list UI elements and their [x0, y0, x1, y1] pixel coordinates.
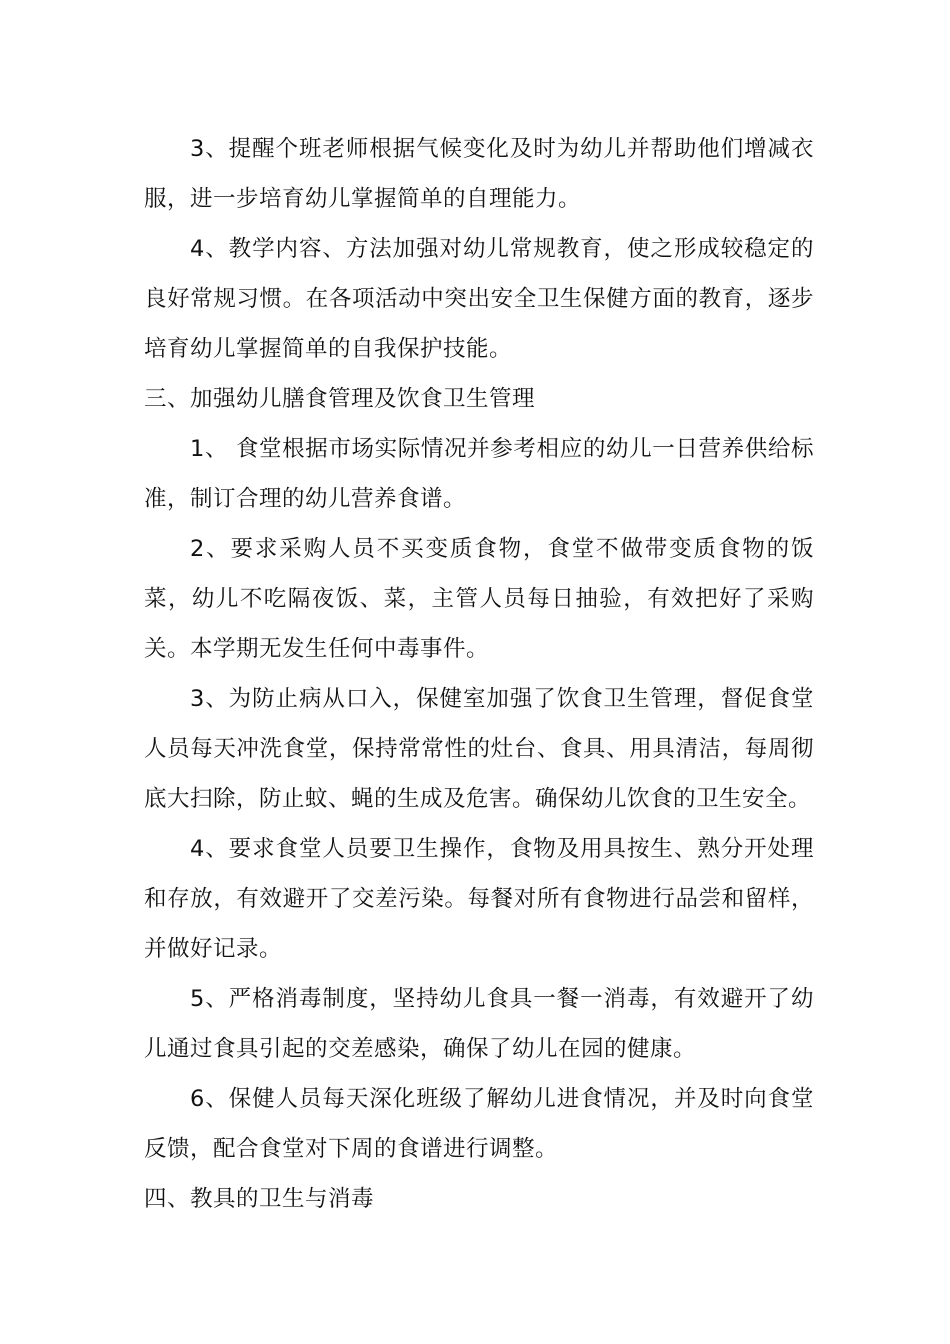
- paragraph-item-2-purchasing: 2、要求采购人员不买变质食物，食堂不做带变质食物的饭菜，幼儿不吃隔夜饭、菜，主管人员每日抽验，有效把好了采购关。本学期无发生任何中毒事件。: [144, 536, 814, 662]
- paragraph-item-1-recipes: 1、 食堂根据市场实际情况并参考相应的幼儿一日营养供给标准，制订合理的幼儿营养食谱。: [144, 436, 814, 512]
- section-heading-diet-management: 三、加强幼儿膳食管理及饮食卫生管理: [144, 386, 536, 412]
- paragraph-item-6-feedback: 6、保健人员每天深化班级了解幼儿进食情况，并及时向食堂反馈，配合食堂对下周的食谱进行调整。: [144, 1086, 814, 1162]
- document-body: [144, 124, 814, 1224]
- paragraph-item-3-reminder: 3、提醒个班老师根据气候变化及时为幼儿并帮助他们增减衣服，进一步培育幼儿掌握简单的自理能力。: [144, 136, 814, 212]
- section-heading-teaching-aids: 四、教具的卫生与消毒: [144, 1186, 375, 1212]
- paragraph-item-4-food-handling: 4、要求食堂人员要卫生操作，食物及用具按生、熟分开处理和存放，有效避开了交差污染。每餐对所有食物进行品尝和留样，并做好记录。: [144, 836, 814, 962]
- paragraph-item-5-disinfection: 5、严格消毒制度，坚持幼儿食具一餐一消毒，有效避开了幼儿通过食具引起的交差感染，确保了幼儿在园的健康。: [144, 986, 814, 1062]
- paragraph-item-4-teaching: 4、教学内容、方法加强对幼儿常规教育，使之形成较稳定的良好常规习惯。在各项活动中突出安全卫生保健方面的教育，逐步培育幼儿掌握简单的自我保护技能。: [144, 236, 814, 362]
- paragraph-item-3-hygiene: 3、为防止病从口入，保健室加强了饮食卫生管理，督促食堂人员每天冲洗食堂，保持常常性的灶台、食具、用具清洁，每周彻底大扫除，防止蚊、蝇的生成及危害。确保幼儿饮食的卫生安全。: [144, 686, 814, 812]
